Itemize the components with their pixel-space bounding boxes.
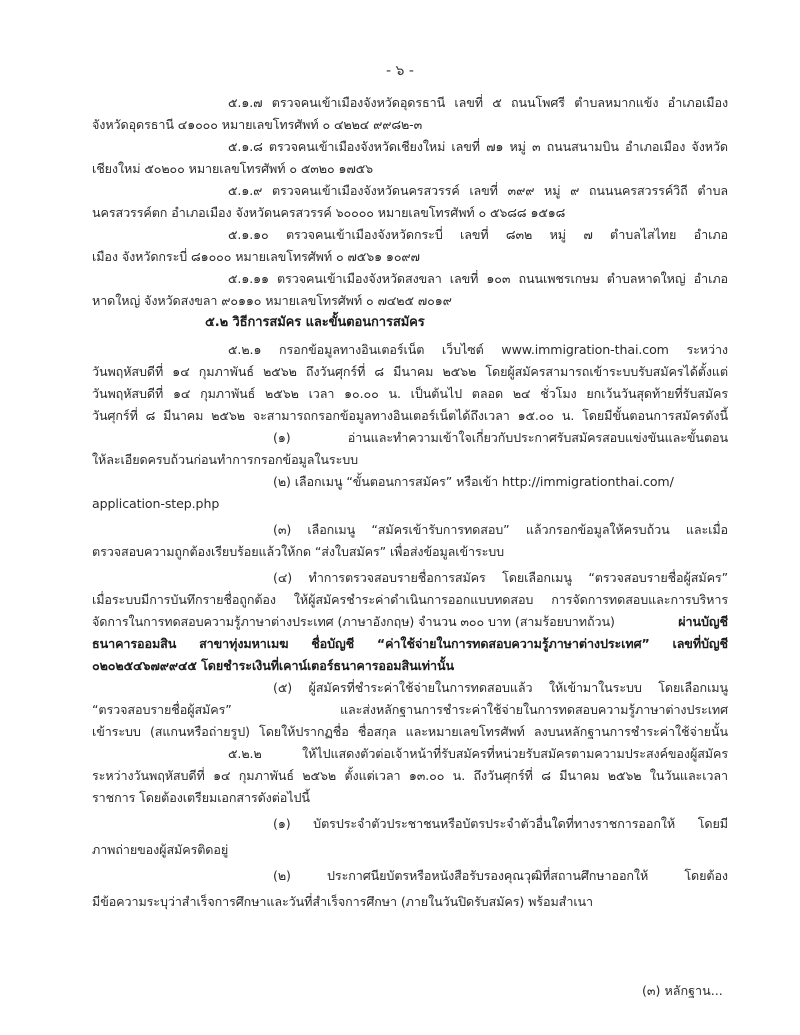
step-4-account-number: ๐๒๐๒๕๔๖๗๙๙๔๕ โดยชำระเงินที่เคาน์เตอร์ธนาคารออมสินเท่านั้น [92, 658, 455, 673]
step-4-fee-text: จัดการในการทดสอบความรู้ภาษาต่างประเทศ (ภาษาอังกฤษ) จำนวน ๓๐๐ บาท (สามร้อยบาทถ้วน) [92, 614, 615, 629]
section-5-2-heading: ๕.๒ วิธีการสมัคร และขั้นตอนการสมัคร [205, 315, 425, 330]
item-5-2-1-line-2: วันพฤหัสบดีที่ ๑๔ กุมภาพันธ์ ๒๕๖๒ ถึงวันศุกร์ที่ ๘ มีนาคม ๒๕๖๒ โดยผู้สมัครสามารถเข้าระบบรับสมัครได้ตั้งแต่ [92, 364, 728, 379]
item-5-2-2-line-3: ราชการ โดยต้องเตรียมเอกสารดังต่อไปนี้ [92, 790, 310, 805]
step-3-line-1: (๓) เลือกเมนู “สมัครเข้ารับการทดสอบ” แล้วกรอกข้อมูลให้ครบถ้วน และเมื่อ [273, 522, 728, 537]
step-1-line-1: (๑) อ่านและทำความเข้าใจเกี่ยวกับประกาศรับสมัครสอบแข่งขันและขั้นตอน [273, 430, 728, 445]
item-5-1-9-line-2: นครสวรรค์ตก อำเภอเมือง จังหวัดนครสวรรค์ ๖๐๐๐๐ หมายเลขโทรศัพท์ ๐ ๕๖๘๘ ๑๕๑๘ [92, 205, 566, 220]
step-5-line-1: (๕) ผู้สมัครที่ชำระค่าใช้จ่ายในการทดสอบแล้ว ให้เข้ามาในระบบ โดยเลือกเมนู [273, 680, 728, 695]
step-1-line-2: ให้ละเอียดครบถ้วนก่อนทำการกรอกข้อมูลในระบบ [92, 452, 359, 467]
item-5-1-11-line-1: ๕.๑.๑๑ ตรวจคนเข้าเมืองจังหวัดสงขลา เลขที่ ๑๐๓ ถนนเพชรเกษม ตำบลหาดใหญ่ อำเภอ [228, 271, 728, 286]
doc-2-line-2: มีข้อความระบุว่าสำเร็จการศึกษาและวันที่สำเร็จการศึกษา (ภายในวันปิดรับสมัคร) พร้อมสำเนา [92, 894, 594, 909]
item-5-2-2-line-2: ระหว่างวันพฤหัสบดีที่ ๑๔ กุมภาพันธ์ ๒๕๖๒ ตั้งแต่เวลา ๑๓.๐๐ น. ถึงวันศุกร์ที่ ๘ มีนาคม ๒๕๖๒ ในวันและเวลา [92, 768, 728, 783]
item-5-2-1-line-3: วันพฤหัสบดีที่ ๑๔ กุมภาพันธ์ ๒๕๖๒ เวลา ๑๐.๐๐ น. เป็นต้นไป ตลอด ๒๔ ชั่วโมง ยกเว้นวันสุดท้ายที่รับสมัคร [92, 386, 728, 401]
doc-1-line-2: ภาพถ่ายของผู้สมัครติดอยู่ [92, 842, 229, 857]
item-5-1-8-line-2: เชียงใหม่ ๕๐๒๐๐ หมายเลขโทรศัพท์ ๐ ๕๓๒๐ ๑๗๕๖ [92, 161, 374, 176]
step-5-line-3: เข้าระบบ (สแกนหรือถ่ายรูป) โดยให้ปรากฏชื่อ ชื่อสกุล และหมายเลขโทรศัพท์ ลงบนหลักฐานการชำระค่าใช้จ่ายนั้น [92, 724, 728, 739]
item-5-2-2-line-1: ๕.๒.๒ ให้ไปแสดงตัวต่อเจ้าหน้าที่รับสมัครที่หน่วยรับสมัครตามความประสงค์ของผู้สมัคร [228, 746, 728, 761]
step-4-line-3 [92, 611, 728, 633]
step-4-account-label: ผ่านบัญชี [678, 614, 728, 629]
step-2-line-2: application-step.php [92, 496, 220, 511]
item-5-2-1-line-4: วันศุกร์ที่ ๘ มีนาคม ๒๕๖๒ จะสามารถกรอกข้อมูลทางอินเตอร์เน็ตได้ถึงเวลา ๑๕.๐๐ น. โดยมีขั้นตอนการสมัครดังนี้ [92, 408, 728, 423]
item-5-1-7-line-2: จังหวัดอุดรธานี ๔๑๐๐๐ หมายเลขโทรศัพท์ ๐ ๔๒๒๔ ๙๙๘๒-๓ [92, 117, 423, 132]
item-5-1-10-line-2: เมือง จังหวัดกระบี่ ๘๑๐๐๐ หมายเลขโทรศัพท์ ๐ ๗๕๖๑ ๑๐๙๗ [92, 249, 420, 264]
step-2-line-1: (๒) เลือกเมนู “ขั้นตอนการสมัคร” หรือเข้า http://immigrationthai.com/ [273, 474, 674, 489]
doc-2-line-1: (๒) ประกาศนียบัตรหรือหนังสือรับรองคุณวุฒิที่สถานศึกษาออกให้ โดยต้อง [273, 868, 728, 883]
step-4-line-2: เมื่อระบบมีการบันทึกรายชื่อถูกต้อง ให้ผู้สมัครชำระค่าดำเนินการออกแบบทดสอบ การจัดการทดสอบและการบริหาร [92, 592, 728, 607]
doc-1-line-1: (๑) บัตรประจำตัวประชาชนหรือบัตรประจำตัวอื่นใดที่ทางราชการออกให้ โดยมี [273, 816, 728, 831]
step-4-line-1: (๔) ทำการตรวจสอบรายชื่อการสมัคร โดยเลือกเมนู “ตรวจสอบรายชื่อผู้สมัคร” [273, 570, 728, 585]
item-5-1-10-line-1: ๕.๑.๑๐ ตรวจคนเข้าเมืองจังหวัดกระบี่ เลขที่ ๘๓๒ หมู่ ๗ ตำบลไสไทย อำเภอ [228, 227, 728, 242]
item-5-1-7-line-1: ๕.๑.๗ ตรวจคนเข้าเมืองจังหวัดอุดรธานี เลขที่ ๕ ถนนโพศรี ตำบลหมากแข้ง อำเภอเมือง [228, 95, 728, 110]
page-number: - ๖ - [386, 63, 414, 79]
step-4-bank-account-name: ธนาคารออมสิน สาขาทุ่งมหาเมฆ ชื่อบัญชี “ค่าใช้จ่ายในการทดสอบความรู้ภาษาต่างประเทศ” เลขที่บัญชี [92, 636, 728, 651]
item-5-1-11-line-2: หาดใหญ่ จังหวัดสงขลา ๙๐๑๑๐ หมายเลขโทรศัพท์ ๐ ๗๔๒๕ ๗๐๑๙ [92, 293, 452, 308]
step-3-line-2: ตรวจสอบความถูกต้องเรียบร้อยแล้วให้กด “ส่งใบสมัคร” เพื่อส่งข้อมูลเข้าระบบ [92, 544, 505, 559]
step-5-line-2: “ตรวจสอบรายชื่อผู้สมัคร” และส่งหลักฐานการชำระค่าใช้จ่ายในการทดสอบความรู้ภาษาต่างประเทศ [92, 702, 728, 717]
item-5-1-8-line-1: ๕.๑.๘ ตรวจคนเข้าเมืองจังหวัดเชียงใหม่ เลขที่ ๗๑ หมู่ ๓ ถนนสนามบิน อำเภอเมือง จังหวัด [228, 139, 728, 154]
continuation-note: (๓) หลักฐาน... [642, 983, 723, 998]
item-5-1-9-line-1: ๕.๑.๙ ตรวจคนเข้าเมืองจังหวัดนครสวรรค์ เลขที่ ๓๙๙ หมู่ ๙ ถนนนครสวรรค์วิถี ตำบล [228, 183, 728, 198]
item-5-2-1-line-1: ๕.๒.๑ กรอกข้อมูลทางอินเตอร์เน็ต เว็บไซต์ www.immigration-thai.com ระหว่าง [228, 342, 728, 357]
